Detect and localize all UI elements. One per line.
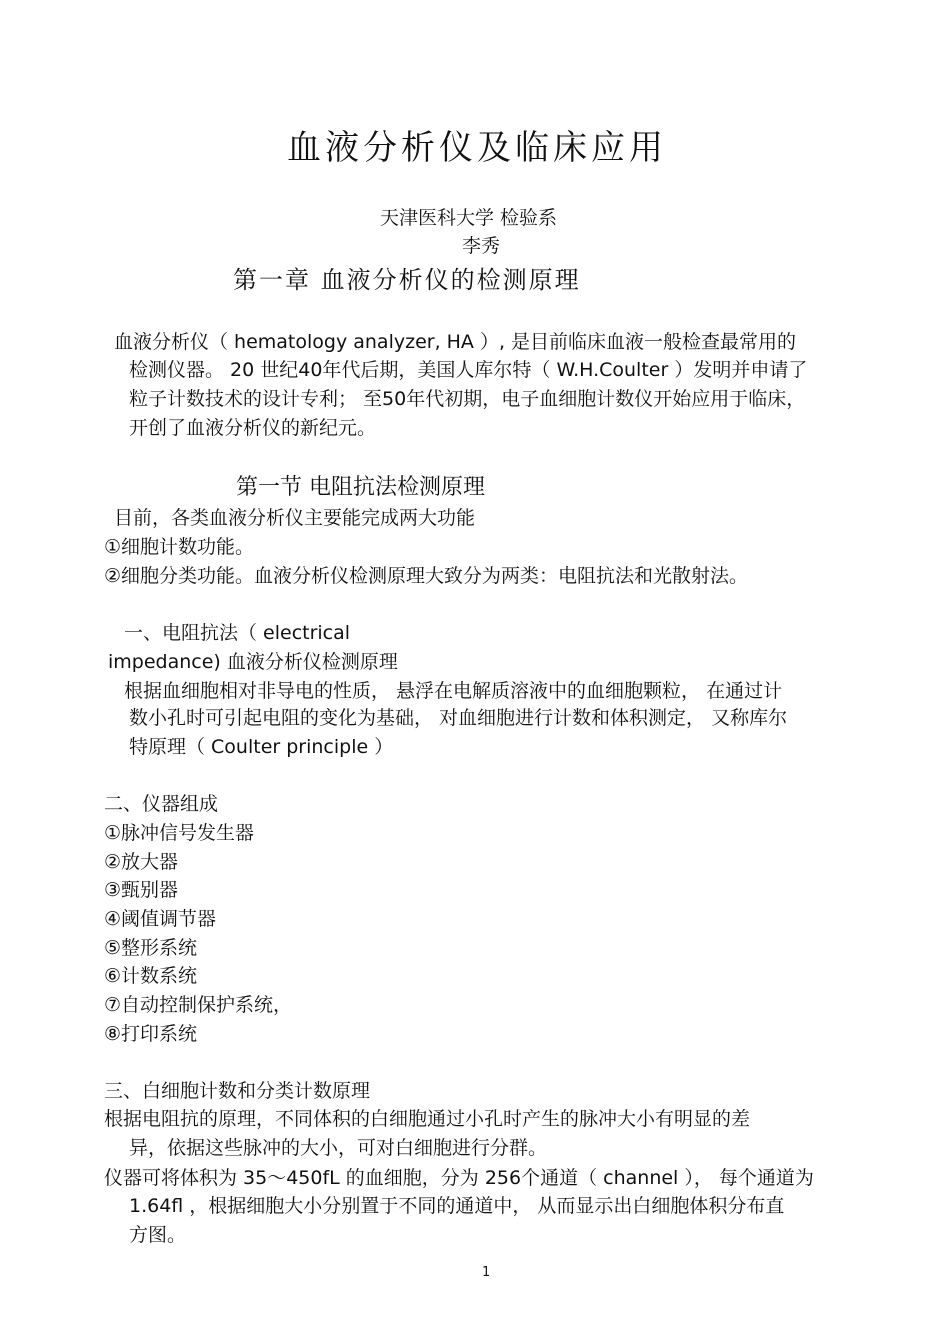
section-line: ①细胞计数功能。 [104, 536, 255, 558]
part1-body-line: 数小孔时可引起电阻的变化为基础， 对血细胞进行计数和体积测定， 又称库尔 [129, 707, 788, 729]
part3-line: 方图。 [129, 1224, 187, 1246]
affiliation: 天津医科大学 检验系 [380, 207, 558, 229]
list-item: ④阈值调节器 [104, 908, 217, 930]
page-number: 1 [482, 1265, 491, 1280]
section-line: ②细胞分类功能。血液分析仪检测原理大致分为两类：电阻抗法和光散射法。 [104, 565, 749, 587]
list-item: ①脉冲信号发生器 [104, 822, 255, 844]
list-item: ③甄别器 [104, 879, 179, 901]
list-item: ⑥计数系统 [104, 965, 198, 987]
part3-line: 异，依据这些脉冲的大小，可对白细胞进行分群。 [129, 1137, 548, 1159]
part1-body-line: 特原理（ Coulter principle ） [129, 736, 394, 758]
list-item: ⑧打印系统 [104, 1023, 198, 1045]
author: 李秀 [462, 235, 501, 257]
document-title: 血液分析仪及临床应用 [287, 128, 667, 168]
section-line: 目前，各类血液分析仪主要能完成两大功能 [114, 507, 476, 529]
intro-line: 血液分析仪（ hematology analyzer, HA ）, 是目前临床血液一般检查最常用的 [114, 331, 797, 353]
section-heading: 第一节 电阻抗法检测原理 [236, 475, 485, 500]
part2-heading: 二、仪器组成 [104, 793, 219, 815]
chapter-heading: 第一章 血液分析仪的检测原理 [233, 266, 581, 294]
intro-line: 开创了血液分析仪的新纪元。 [129, 417, 377, 439]
part3-line: 根据电阻抗的原理，不同体积的白细胞通过小孔时产生的脉冲大小有明显的差 [104, 1108, 751, 1130]
list-item: ⑦自动控制保护系统， [104, 994, 293, 1016]
list-item: ⑤整形系统 [104, 937, 198, 959]
part1-heading: 一、电阻抗法（ electrical [124, 622, 351, 644]
intro-line: 检测仪器。 20 世纪40年代后期，美国人库尔特（ W.H.Coulter ）发明并申请了 [129, 359, 808, 381]
part3-heading: 三、白细胞计数和分类计数原理 [104, 1080, 371, 1102]
list-item: ②放大器 [104, 851, 179, 873]
part3-line: 1.64fl ，根据细胞大小分别置于不同的通道中， 从而显示出白细胞体积分布直 [129, 1195, 785, 1217]
part1-body-line: 根据血细胞相对非导电的性质， 悬浮在电解质溶液中的血细胞颗粒， 在通过计 [124, 680, 783, 702]
part3-line: 仪器可将体积为 35～450fL 的血细胞，分为 256个通道（ channel ）， 每个通道为 [104, 1167, 814, 1189]
intro-line: 粒子计数技术的设计专利； 至50年代初期，电子血细胞计数仪开始应用于临床， [129, 388, 806, 410]
part1-heading: impedance) 血液分析仪检测原理 [108, 651, 398, 673]
